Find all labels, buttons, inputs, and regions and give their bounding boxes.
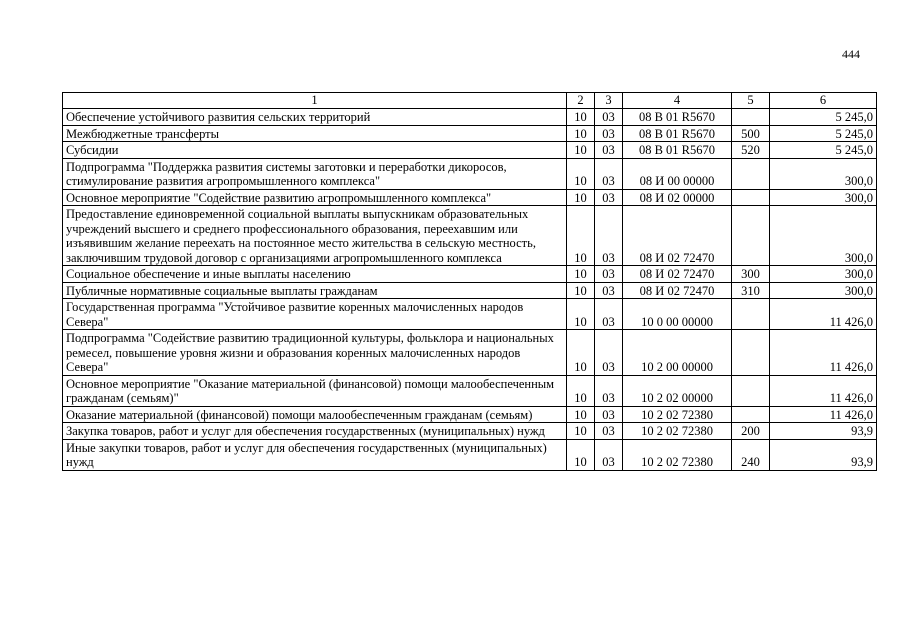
header-cell-4: 4 xyxy=(623,93,732,109)
subsection-code-cell: 03 xyxy=(595,439,623,470)
target-article-cell: 10 2 02 00000 xyxy=(623,375,732,406)
expense-type-cell: 500 xyxy=(732,125,770,142)
table-row xyxy=(63,330,877,376)
target-article-cell: 08 В 01 R5670 xyxy=(623,142,732,159)
header-cell-2: 2 xyxy=(567,93,595,109)
row-name-cell: Государственная программа "Устойчивое развитие коренных малочисленных народов Севера" xyxy=(63,299,567,330)
subsection-code-cell: 03 xyxy=(595,158,623,189)
target-article-cell: 10 2 02 72380 xyxy=(623,423,732,440)
budget-table xyxy=(62,92,877,471)
section-code-cell: 10 xyxy=(567,282,595,299)
table-row xyxy=(63,158,877,189)
row-name-cell: Социальное обеспечение и иные выплаты населению xyxy=(63,266,567,283)
table-row xyxy=(63,206,877,266)
header-cell-6: 6 xyxy=(770,93,877,109)
subsection-code-cell: 03 xyxy=(595,189,623,206)
section-code-cell: 10 xyxy=(567,423,595,440)
row-name-cell: Обеспечение устойчивого развития сельских территорий xyxy=(63,109,567,126)
row-name-cell: Основное мероприятие "Содействие развитию агропромышленного комплекса" xyxy=(63,189,567,206)
table-row xyxy=(63,189,877,206)
expense-type-cell xyxy=(732,330,770,376)
row-name-cell: Публичные нормативные социальные выплаты гражданам xyxy=(63,282,567,299)
amount-cell: 93,9 xyxy=(770,439,877,470)
expense-type-cell: 240 xyxy=(732,439,770,470)
amount-cell: 11 426,0 xyxy=(770,330,877,376)
amount-cell: 11 426,0 xyxy=(770,375,877,406)
row-name-cell: Иные закупки товаров, работ и услуг для обеспечения государственных (муниципальных) нужд xyxy=(63,439,567,470)
amount-cell: 11 426,0 xyxy=(770,299,877,330)
row-name-cell: Подпрограмма "Поддержка развития системы заготовки и переработки дикоросов, стимулирование развития агропромышленного комплекса" xyxy=(63,158,567,189)
table-row xyxy=(63,423,877,440)
target-article-cell: 08 В 01 R5670 xyxy=(623,109,732,126)
row-name-cell: Субсидии xyxy=(63,142,567,159)
section-code-cell: 10 xyxy=(567,189,595,206)
expense-type-cell: 310 xyxy=(732,282,770,299)
row-name-cell: Закупка товаров, работ и услуг для обеспечения государственных (муниципальных) нужд xyxy=(63,423,567,440)
target-article-cell: 08 В 01 R5670 xyxy=(623,125,732,142)
amount-cell: 300,0 xyxy=(770,158,877,189)
section-code-cell: 10 xyxy=(567,109,595,126)
row-name-cell: Оказание материальной (финансовой) помощи малообеспеченным гражданам (семьям) xyxy=(63,406,567,423)
header-cell-1: 1 xyxy=(63,93,567,109)
target-article-cell: 08 И 02 00000 xyxy=(623,189,732,206)
table-row xyxy=(63,125,877,142)
amount-cell: 300,0 xyxy=(770,282,877,299)
section-code-cell: 10 xyxy=(567,142,595,159)
expense-type-cell: 300 xyxy=(732,266,770,283)
row-name-cell: Предоставление единовременной социальной выплаты выпускникам образовательных учреждений высшего и среднего профессионального образования, переехавшим или изъявившим желание переехать на постоянное место жительства в сельскую местность, заключившим трудовой договор с организациями агропромышленного комплекса xyxy=(63,206,567,266)
subsection-code-cell: 03 xyxy=(595,282,623,299)
page-number: 444 xyxy=(842,47,860,61)
amount-cell: 93,9 xyxy=(770,423,877,440)
table-row xyxy=(63,266,877,283)
section-code-cell: 10 xyxy=(567,125,595,142)
table-body xyxy=(63,109,877,471)
table-row xyxy=(63,282,877,299)
table-row xyxy=(63,109,877,126)
section-code-cell: 10 xyxy=(567,439,595,470)
subsection-code-cell: 03 xyxy=(595,330,623,376)
table-row xyxy=(63,142,877,159)
target-article-cell: 08 И 02 72470 xyxy=(623,206,732,266)
expense-type-cell xyxy=(732,299,770,330)
table-row xyxy=(63,439,877,470)
row-name-cell: Основное мероприятие "Оказание материальной (финансовой) помощи малообеспеченным гражданам (семьям)" xyxy=(63,375,567,406)
table-row xyxy=(63,375,877,406)
subsection-code-cell: 03 xyxy=(595,206,623,266)
expense-type-cell: 200 xyxy=(732,423,770,440)
amount-cell: 5 245,0 xyxy=(770,109,877,126)
amount-cell: 300,0 xyxy=(770,266,877,283)
target-article-cell: 08 И 02 72470 xyxy=(623,282,732,299)
section-code-cell: 10 xyxy=(567,299,595,330)
target-article-cell: 08 И 02 72470 xyxy=(623,266,732,283)
amount-cell: 5 245,0 xyxy=(770,142,877,159)
expense-type-cell xyxy=(732,375,770,406)
subsection-code-cell: 03 xyxy=(595,423,623,440)
header-cell-3: 3 xyxy=(595,93,623,109)
amount-cell: 11 426,0 xyxy=(770,406,877,423)
header-cell-5: 5 xyxy=(732,93,770,109)
expense-type-cell xyxy=(732,189,770,206)
section-code-cell: 10 xyxy=(567,266,595,283)
subsection-code-cell: 03 xyxy=(595,406,623,423)
section-code-cell: 10 xyxy=(567,158,595,189)
section-code-cell: 10 xyxy=(567,330,595,376)
subsection-code-cell: 03 xyxy=(595,142,623,159)
expense-type-cell xyxy=(732,406,770,423)
row-name-cell: Подпрограмма "Содействие развитию традиционной культуры, фольклора и национальных ремесел, повышение уровня жизни и образования коренных малочисленных народов Севера" xyxy=(63,330,567,376)
section-code-cell: 10 xyxy=(567,406,595,423)
target-article-cell: 10 0 00 00000 xyxy=(623,299,732,330)
expense-type-cell xyxy=(732,109,770,126)
table-row xyxy=(63,299,877,330)
table-row xyxy=(63,406,877,423)
subsection-code-cell: 03 xyxy=(595,125,623,142)
expense-type-cell xyxy=(732,206,770,266)
subsection-code-cell: 03 xyxy=(595,375,623,406)
subsection-code-cell: 03 xyxy=(595,299,623,330)
target-article-cell: 10 2 02 72380 xyxy=(623,406,732,423)
subsection-code-cell: 03 xyxy=(595,266,623,283)
section-code-cell: 10 xyxy=(567,206,595,266)
expense-type-cell xyxy=(732,158,770,189)
target-article-cell: 08 И 00 00000 xyxy=(623,158,732,189)
target-article-cell: 10 2 00 00000 xyxy=(623,330,732,376)
section-code-cell: 10 xyxy=(567,375,595,406)
expense-type-cell: 520 xyxy=(732,142,770,159)
amount-cell: 5 245,0 xyxy=(770,125,877,142)
row-name-cell: Межбюджетные трансферты xyxy=(63,125,567,142)
amount-cell: 300,0 xyxy=(770,189,877,206)
target-article-cell: 10 2 02 72380 xyxy=(623,439,732,470)
header-row xyxy=(63,93,877,109)
subsection-code-cell: 03 xyxy=(595,109,623,126)
amount-cell: 300,0 xyxy=(770,206,877,266)
